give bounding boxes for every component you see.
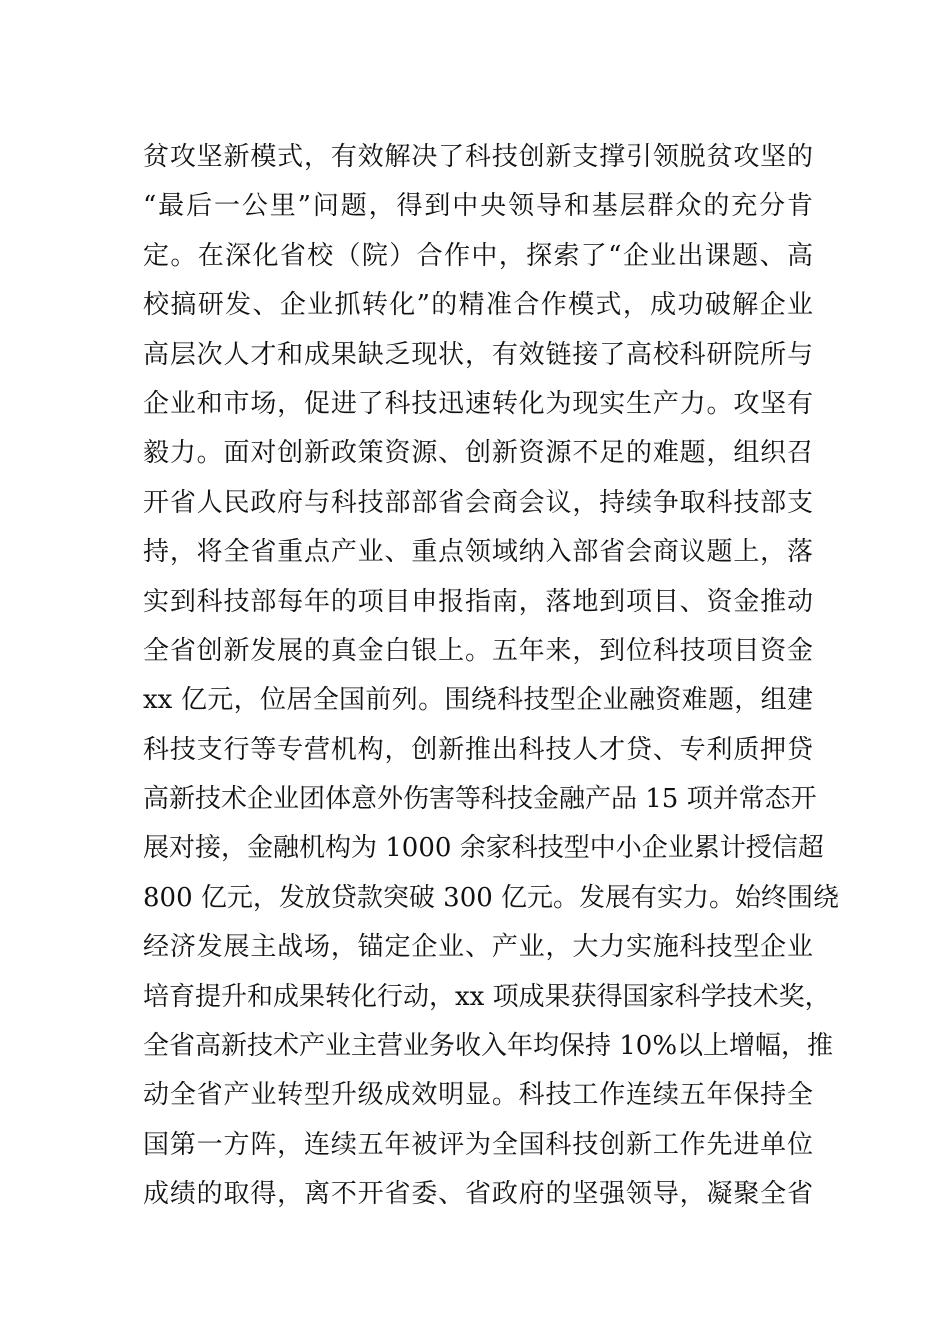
text-line: 开省人民政府与科技部部省会商会议，持续争取科技部支 — [143, 487, 813, 518]
text-line: 培育提升和成果转化行动，xx 项成果获得国家科学技术奖， — [143, 981, 831, 1012]
text-line: 成绩的取得，离不开省委、省政府的坚强领导，凝聚全省 — [143, 1179, 813, 1210]
body-text — [143, 133, 840, 1220]
text-line: 800 亿元，发放贷款突破 300 亿元。发展有实力。始终围绕 — [143, 882, 840, 913]
text-line: 全省创新发展的真金白银上。五年来，到位科技项目资金 — [143, 635, 813, 666]
text-line: 贫攻坚新模式，有效解决了科技创新支撑引领脱贫攻坚的 — [143, 142, 813, 172]
text-line: 毅力。面对创新政策资源、创新资源不足的难题，组织召 — [143, 438, 813, 469]
text-line: 持，将全省重点产业、重点领域纳入部省会商议题上，落 — [143, 537, 813, 568]
text-line: 国第一方阵，连续五年被评为全国科技创新工作先进单位 — [143, 1129, 813, 1160]
text-line: 全省高新技术产业主营业务收入年均保持 10%以上增幅，推 — [143, 1031, 834, 1062]
text-line: 校搞研发、企业抓转化”的精准合作模式，成功破解企业 — [143, 290, 813, 321]
text-line: 企业和市场，促进了科技迅速转化为现实生产力。攻坚有 — [143, 388, 813, 419]
text-line: 经济发展主战场，锚定企业、产业，大力实施科技型企业 — [143, 932, 813, 963]
text-line: “最后一公里”问题，得到中央领导和基层群众的充分肯 — [143, 191, 813, 222]
text-line: 展对接，金融机构为 1000 余家科技型中小企业累计授信超 — [143, 833, 824, 864]
text-line: 高新技术企业团体意外伤害等科技金融产品 15 项并常态开 — [143, 784, 817, 815]
text-line: 高层次人才和成果缺乏现状，有效链接了高校科研院所与 — [143, 339, 813, 370]
text-line: 实到科技部每年的项目申报指南，落地到项目、资金推动 — [143, 586, 813, 617]
text-line: 科技支行等专营机构，创新推出科技人才贷、专利质押贷 — [143, 734, 813, 765]
text-line: 定。在深化省校（院）合作中，探索了“企业出课题、高 — [143, 240, 813, 271]
text-line: 动全省产业转型升级成效明显。科技工作连续五年保持全 — [143, 1080, 813, 1111]
text-line: xx 亿元，位居全国前列。围绕科技型企业融资难题，组建 — [143, 685, 813, 716]
